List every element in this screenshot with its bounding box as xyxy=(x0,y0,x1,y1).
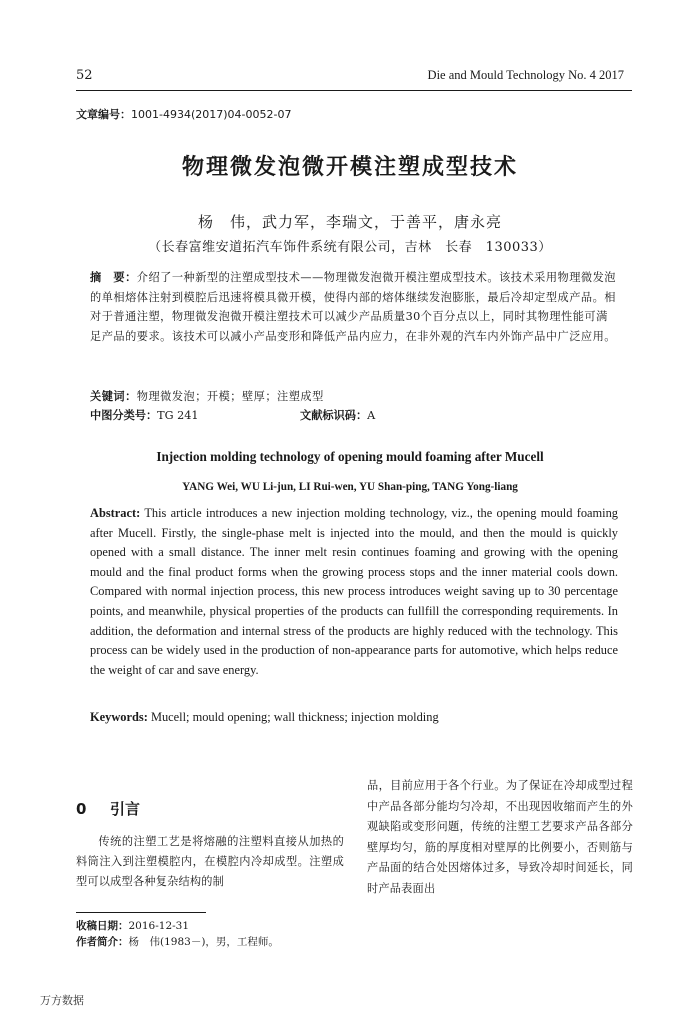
abstract-cn xyxy=(90,268,618,346)
title-en: Injection molding technology of opening mould foaming after Mucell xyxy=(156,449,544,464)
abstract-en-text: This article introduces a new injection molding technology, viz., the opening mould foaming after Mucell. Firstly, the single-phase melt is injected into the mould, and then the mould is quickly opened with a small distance. The inner melt resin continues foaming and growing with the opening mould and the final product forms when the growing process stops and the inner material cools down. Compared with normal injection process, this new process introduces weight saving up to 30 percentage points, and meanwhile, physical properties of the products can fullfill the corresponding requirements. In addition, the deformation and internal stress of the products are highly reduced with the technology. This process can be widely used in the production of non-appearance parts for automotive, which helps reduce the weight of car and save energy. xyxy=(90,506,618,677)
abstract-en-label: Abstract: xyxy=(90,506,141,520)
keywords-en-label: Keywords: xyxy=(90,710,148,724)
doc-code-label: 文献标识码： xyxy=(300,409,368,422)
author-bio-value: 杨 伟(1983－)，男，工程师。 xyxy=(128,936,279,948)
article-number-value: 1001-4934(2017)04-0052-07 xyxy=(131,108,292,121)
journal-header: Die and Mould Technology No. 4 2017 xyxy=(427,68,624,82)
footnote-author xyxy=(76,934,279,950)
affiliation-cn: （长春富维安道拓汽车饰件系统有限公司，吉林 长春 130033） xyxy=(148,240,552,255)
document-code xyxy=(300,406,375,426)
abstract-cn-label: 摘 要： xyxy=(90,271,137,284)
header-rule xyxy=(76,90,632,91)
footnote-received xyxy=(76,918,279,934)
footnote-rule xyxy=(76,912,206,913)
section-heading xyxy=(76,798,140,819)
section-title: 引言 xyxy=(110,800,141,818)
article-number-label: 文章编号： xyxy=(76,108,131,121)
abstract-en xyxy=(90,504,618,680)
keywords-cn-text: 物理微发泡；开模；壁厚；注塑成型 xyxy=(136,390,324,403)
section-number: 0 xyxy=(76,800,87,818)
keywords-cn-label: 关键词： xyxy=(90,390,137,403)
title-cn: 物理微发泡微开模注塑成型技术 xyxy=(181,155,518,180)
footnote xyxy=(76,918,279,950)
keywords-cn xyxy=(90,387,618,407)
keywords-en-text: Mucell; mould opening; wall thickness; injection molding xyxy=(150,710,439,724)
abstract-cn-text: 介绍了一种新型的注塑成型技术——物理微发泡微开模注塑成型技术。该技术采用物理微发泡的单相熔体注射到模腔后迅速将模具微开模，使得内部的熔体继续发泡膨胀，最后冷却定型成产品。相对于普通注塑，物理微发泡微开模注塑技术可以减少产品质量30个百分点以上，同时其物理性能可满足产品的要求。该技术可以减小产品变形和降低产品内应力，在非外观的汽车内外饰产品中广泛应用。 xyxy=(90,271,616,343)
body-right-column: 品，目前应用于各个行业。为了保证在冷却成型过程中产品各部分能均匀冷却，不出现因收缩而产生的外观缺陷或变形问题，传统的注塑工艺要求产品各部分壁厚均匀，筋的厚度相对壁厚的比例要小，否则筋与产品面的结合处因熔体过多，导致冷却时间延长，同时产品表面出 xyxy=(367,779,633,895)
author-bio-label: 作者简介： xyxy=(76,936,129,948)
clc-value: TG 241 xyxy=(157,409,199,422)
keywords-en xyxy=(90,708,618,728)
doc-code-value: A xyxy=(367,409,376,422)
classification-line xyxy=(90,406,618,426)
received-label: 收稿日期： xyxy=(76,920,129,932)
received-value: 2016-12-31 xyxy=(128,920,190,932)
body-left-column: 传统的注塑工艺是将熔融的注塑料直接从加热的料筒注入到注塑模腔内，在模腔内冷却成型。注塑成型可以成型各种复杂结构的制 xyxy=(76,835,344,888)
clc-label: 中图分类号： xyxy=(90,409,158,422)
watermark: 万方数据 xyxy=(40,994,84,1007)
page-number: 52 xyxy=(76,68,93,83)
article-number xyxy=(76,106,291,122)
authors-cn: 杨 伟，武力军，李瑞文，于善平，唐永亮 xyxy=(197,213,502,231)
authors-en: YANG Wei, WU Li-jun, LI Rui-wen, YU Shan-ping, TANG Yong-liang xyxy=(182,481,518,493)
